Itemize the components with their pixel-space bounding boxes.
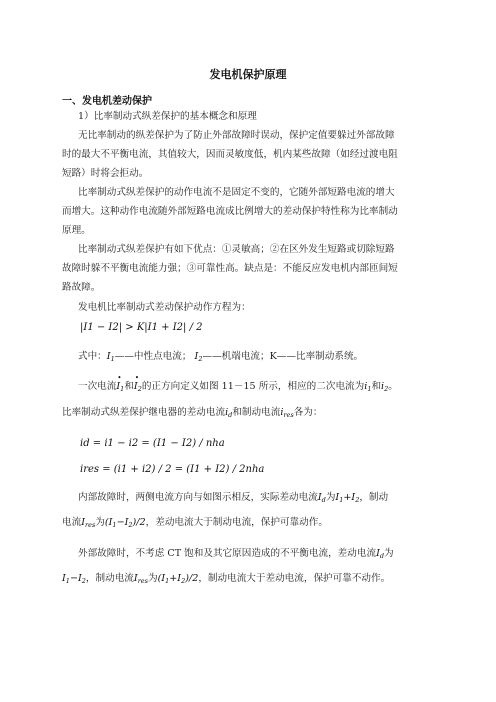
paragraph-line: 一次电流• $I_1$和• $I_2$的正方向定义如图 11－15 所示，相应的二次电流为$i_1$和$i_2$。 xyxy=(78,382,398,393)
paragraph-line: 原理。 xyxy=(62,225,91,236)
paragraph-line: 比率制动式纵差保护有如下优点：①灵敏高；②在区外发生短路或切除短路 xyxy=(78,244,395,255)
paragraph-line: 比率制动式纵差保护继电器的差动电流$i_d$和制动电流$i_{res}$各为： xyxy=(62,407,323,419)
paragraph-line: 无比率制动的纵差保护为了防止外部故障时误动，保护定值要躲过外部故障 xyxy=(78,130,395,141)
equation-operating: |I1 − I2| > K|I1 + I2| / 2 xyxy=(80,322,203,333)
paragraph-line: 时的最大不平衡电流，其值较大，因而灵敏度低，机内某些故障（如经过渡电阻 xyxy=(62,149,398,160)
subsection-heading: 1）比率制动式纵差保护的基本概念和原理 xyxy=(78,111,257,122)
i2-desc: ——机端电流； xyxy=(202,351,270,362)
paragraph-line: 发电机比率制动式差动保护动作方程为： xyxy=(78,302,251,313)
paragraph-line: 电流$I_{res}$为$(I_1-I_2)/2$，差动电流大于制动电流，保护可靠动作。 xyxy=(62,517,328,529)
where-line: 式中：$I_1——$中性点电流； $I_2——$机端电流；K——比率制动系统。 xyxy=(78,351,364,363)
paragraph-line: 而增大。这种动作电流随外部短路电流成比例增大的差动保护特性称为比率制动 xyxy=(62,206,398,217)
paragraph-line: 比率制动式纵差保护的动作电流不是固定不变的，它随外部短路电流的增大 xyxy=(78,187,395,198)
paragraph-line: 内部故障时，两侧电流方向与如图示相反，实际差动电流$I_d$为$I_1+I_2$，制动 xyxy=(78,492,389,504)
paragraph-line: 路故障。 xyxy=(62,282,101,293)
paragraph-line: 故障时躲不平衡电流能力强；③可靠性高。缺点是：不能反应发电机内部匝间短 xyxy=(62,263,398,274)
i1-desc: ——中性点电流； xyxy=(114,351,192,362)
paragraph-line: $I_1-I_2$，制动电流$I_{res}$为$(I_1+I_2)/2$，制动电流大于差动电流，保护可靠不动作。 xyxy=(62,573,391,585)
section-heading: 一、发电机差动保护 xyxy=(62,96,152,107)
equation-differential: id = i1 − i2 = (I1 − I2) / nha xyxy=(80,438,225,449)
where-prefix: 式中： xyxy=(78,351,107,362)
k-desc: K——比率制动系统。 xyxy=(269,351,364,362)
paragraph-line: 短路）时将会拒动。 xyxy=(62,168,149,179)
paragraph-line: 外部故障时，不考虑 CT 饱和及其它原因造成的不平衡电流，差动电流$I_d$为 xyxy=(78,548,394,560)
page-title: 发电机保护原理 xyxy=(209,68,287,81)
equation-restraint: ires = (i1 + i2) / 2 = (I1 + I2) / 2nha xyxy=(80,464,265,475)
